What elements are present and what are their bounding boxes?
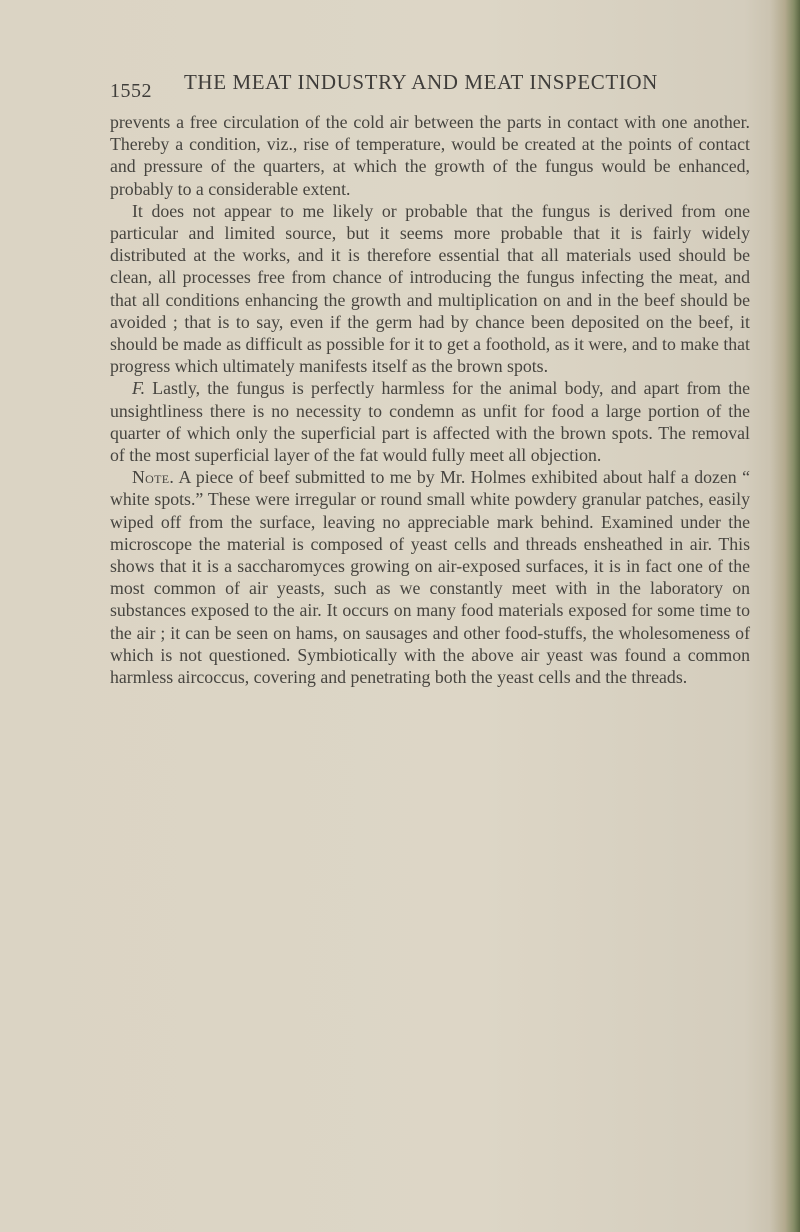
page-binding-edge (770, 0, 800, 1232)
note-label: Note. (132, 467, 175, 488)
paragraph-continuation: prevents a free circulation of the cold air between the parts in contact with one another. Thereby a condition, viz., rise of temperature, would be created at the points of contact and pressure of the quarters, at which the growth of the fungus would be enhanced, probably to a considerable extent. (110, 112, 750, 199)
page-number: 1552 (110, 80, 152, 102)
paragraph-harmlessness (110, 377, 750, 466)
running-title: THE MEAT INDUSTRY AND MEAT INSPECTION (184, 70, 658, 94)
running-head (110, 70, 750, 110)
paragraph-harmlessness-text: Lastly, the fungus is perfectly harmless for the animal body, and apart from the unsightliness there is no necessity to condemn as unfit for food a large portion of the quarter of which only the superficial part is affected with the brown spots. The removal of the most superficial layer of the fat would fully meet all objection. (110, 378, 750, 466)
paragraph-note (110, 466, 750, 688)
body-text (110, 111, 750, 688)
paragraph-label-f: F. (132, 378, 146, 399)
note-text: A piece of beef submitted to me by Mr. Holmes exhibited about half a dozen “ white spots.” These were irregular or round small white powdery granular patches, easily wiped off from the surface, leaving no appreciable mark behind. Examined under the microscope the material is composed of yeast cells and threads ensheathed in air. This shows that it is a saccharomyces growing on air-exposed surfaces, it is in fact one of the most common of air yeasts, such as we constantly meet with in the laboratory on substances exposed to the air. It occurs on many food materials exposed for some time to the air ; it can be seen on hams, on sausages and other food-stuffs, the wholesomeness of which is not questioned. Symbiotically with the above air yeast was found a common harmless aircoccus, covering and penetrating both the yeast cells and the threads. (110, 467, 750, 688)
paragraph-source-of-fungus: It does not appear to me likely or probable that the fungus is derived from one particular and limited source, but it seems more probable that it is fairly widely distributed at the works, and it is therefore essential that all materials used should be clean, all processes free from chance of introducing the fungus infecting the meat, and that all conditions enhancing the growth and multiplication on and in the beef should be avoided ; that is to say, even if the germ had by chance been deposited on the beef, it should be made as difficult as possible for it to get a foothold, as it were, and to make that progress which ultimately manifests itself as the brown spots. (110, 200, 750, 377)
